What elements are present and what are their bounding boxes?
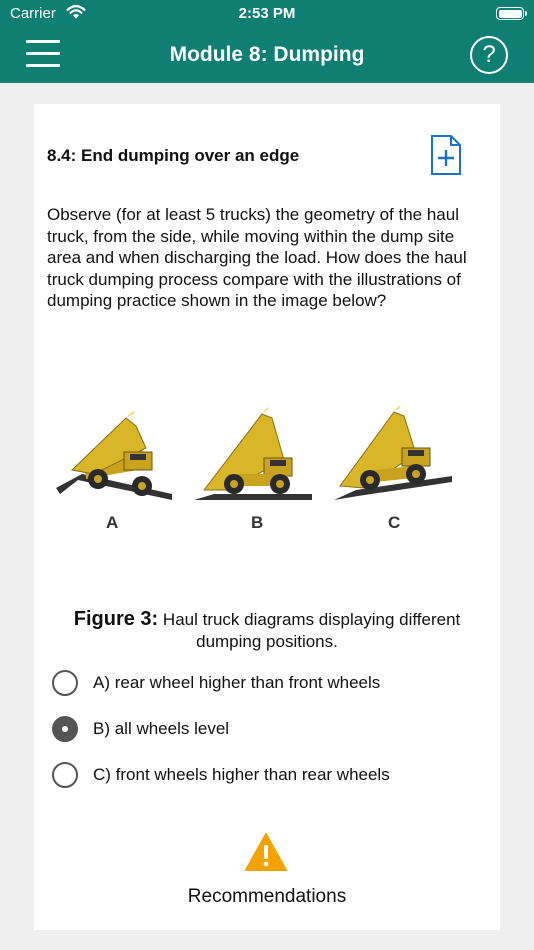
option-a-label: A) rear wheel higher than front wheels <box>93 673 381 692</box>
help-button[interactable]: ? <box>470 36 508 74</box>
figure-caption-line2: dumping positions. <box>196 632 338 651</box>
warning-icon[interactable] <box>244 832 288 872</box>
option-c-label: C) front wheels higher than rear wheels <box>93 765 390 784</box>
radio-option-b[interactable] <box>52 716 78 742</box>
page-title: Module 8: Dumping <box>169 43 365 66</box>
nav-bar <box>0 28 534 83</box>
battery-icon <box>496 7 524 20</box>
truck-illustration-a <box>56 412 172 500</box>
option-c[interactable] <box>52 760 472 790</box>
option-a[interactable] <box>52 668 472 698</box>
radio-option-c[interactable] <box>52 762 78 788</box>
figure-label-c: C <box>388 513 401 532</box>
figure-caption <box>34 608 500 653</box>
truck-illustration-b <box>194 408 312 500</box>
option-b-label: B) all wheels level <box>93 719 230 738</box>
figure-label-b: B <box>251 513 264 532</box>
question-card <box>34 104 500 930</box>
carrier-label: Carrier <box>10 5 56 22</box>
add-note-icon[interactable] <box>430 134 462 176</box>
status-time: 2:53 PM <box>238 5 296 22</box>
radio-option-a[interactable] <box>52 670 78 696</box>
figure-caption-number: Figure 3: <box>73 608 159 630</box>
question-text: Observe (for at least 5 trucks) the geometry of the haul truck, from the side, while moving within the dump site area and when discharging the load. How does the haul truck dumping process compare with the illustrations of dumping practice shown in the image below? <box>47 205 467 311</box>
truck-figure <box>54 404 462 539</box>
figure-caption-text: Haul truck diagrams displaying different <box>158 610 461 629</box>
section-title: 8.4: End dumping over an edge <box>47 146 300 165</box>
figure-label-a: A <box>106 513 119 532</box>
status-bar <box>0 0 534 28</box>
recommendations-button[interactable]: Recommendations <box>187 886 347 907</box>
truck-illustration-c <box>334 406 452 500</box>
option-b[interactable] <box>52 714 472 744</box>
